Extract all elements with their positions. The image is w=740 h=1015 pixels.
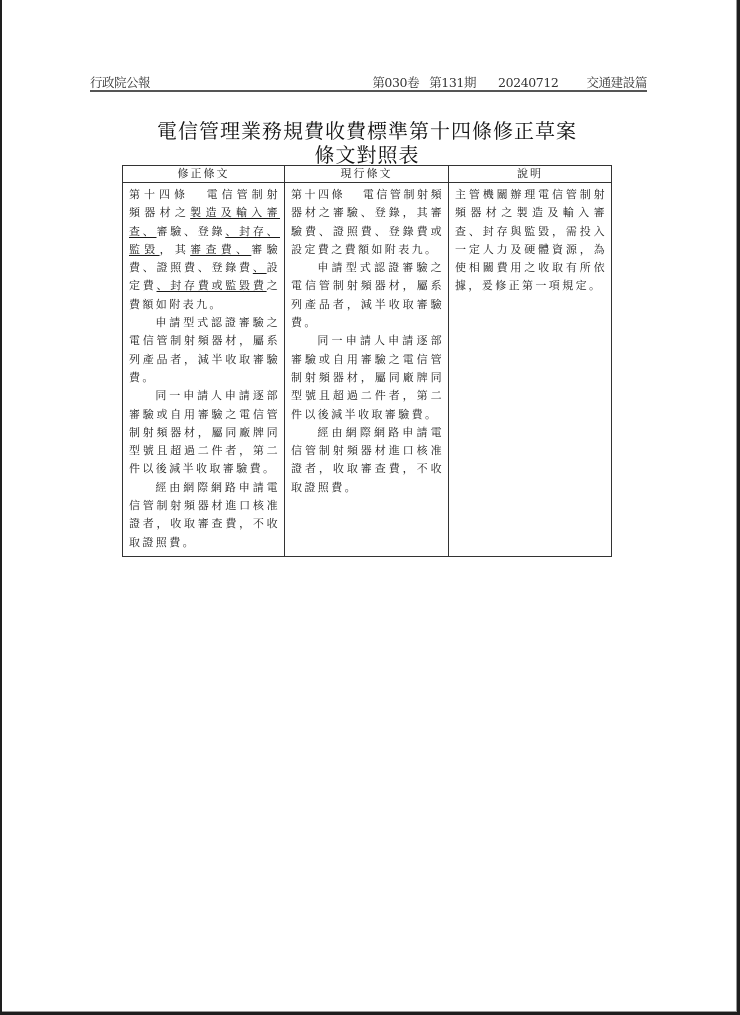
- table-header-row: [123, 166, 612, 183]
- text-segment: 審驗、登錄: [156, 224, 226, 238]
- issue-number: 第131期: [429, 75, 477, 90]
- column-header-amended: 修正條文: [123, 166, 285, 183]
- current-article-number: 第十四條: [291, 188, 346, 201]
- amended-paragraph-4: 經由網際網路申請電信管制射頻器材進口核准證者，收取審查費，不收取證照費。: [129, 480, 280, 549]
- comparison-table: [122, 165, 612, 557]
- text-segment: 設定費: [129, 261, 280, 293]
- underlined-amendment: 、封存費或監毀費: [156, 279, 267, 293]
- text-segment: 電信管制射頻器材之: [129, 188, 280, 220]
- amended-paragraph-2: 申請型式認證審驗之電信管制射頻器材，屬系列產品者，減半收取審驗費。: [129, 316, 280, 384]
- current-article-cell: [285, 183, 449, 557]
- column-header-explanation: 說明: [449, 166, 612, 183]
- amended-paragraph-3: 同一申請人申請逐部審驗或自用審驗之電信管制射頻器材，屬同廠牌同型號且超過二件者，第二件以後減半收取審驗費。: [129, 389, 280, 476]
- text-segment: 電信管制射頻器材之審驗、登錄，其審驗費、證照費、登錄費或設定費之費額如附表九。: [291, 188, 444, 256]
- current-paragraph-4: 經由網際網路申請電信管制射頻器材進口核准證者，收取審查費，不收取證照費。: [291, 425, 444, 494]
- explanation-cell: [449, 183, 612, 557]
- document-subtitle: 條文對照表: [314, 143, 420, 167]
- explanation-text: 主管機關辦理電信管制射頻器材之製造及輸入審查、封存與監毀，需投入一定人力及硬體資源，為使相關費用之收取有所依據，爰修正第一項規定。: [455, 188, 607, 293]
- underlined-amendment: 、: [252, 261, 267, 275]
- table-row: [123, 183, 612, 557]
- document-title: 電信管理業務規費收費標準第十四條修正草案: [157, 119, 577, 143]
- column-header-current: 現行條文: [285, 166, 449, 183]
- section-name: 交通建設篇: [586, 75, 647, 90]
- current-paragraph-3: 同一申請人申請逐部審驗或自用審驗之電信管制射頻器材，屬同廠牌同型號且超過二件者，第二件以後減半收取審驗費。: [291, 334, 444, 421]
- gazette-header: [90, 73, 647, 92]
- header-meta: [372, 73, 647, 91]
- amended-article-number: 第十四條: [129, 188, 189, 201]
- amended-article-cell: [123, 183, 285, 557]
- underlined-amendment: 、封存、監毀: [129, 224, 280, 256]
- text-segment: 審驗費、證照費、登錄費: [129, 242, 280, 275]
- current-paragraph-1: [291, 186, 444, 259]
- publication-name: 行政院公報: [90, 75, 151, 90]
- current-paragraph-2: 申請型式認證審驗之電信管制射頻器材，屬系列產品者，減半收取審驗費。: [291, 261, 444, 330]
- amended-paragraph-1: [129, 186, 280, 314]
- underlined-amendment: 製造及輸入審查、: [129, 206, 280, 238]
- text-segment: ，其: [159, 242, 191, 256]
- document-page: [2, 0, 737, 1012]
- volume-number: 第030卷: [372, 75, 420, 90]
- text-segment: 之費額如附表九。: [129, 279, 280, 311]
- underlined-amendment: 審查費、: [190, 242, 252, 256]
- publication-date: 20240712: [498, 75, 559, 90]
